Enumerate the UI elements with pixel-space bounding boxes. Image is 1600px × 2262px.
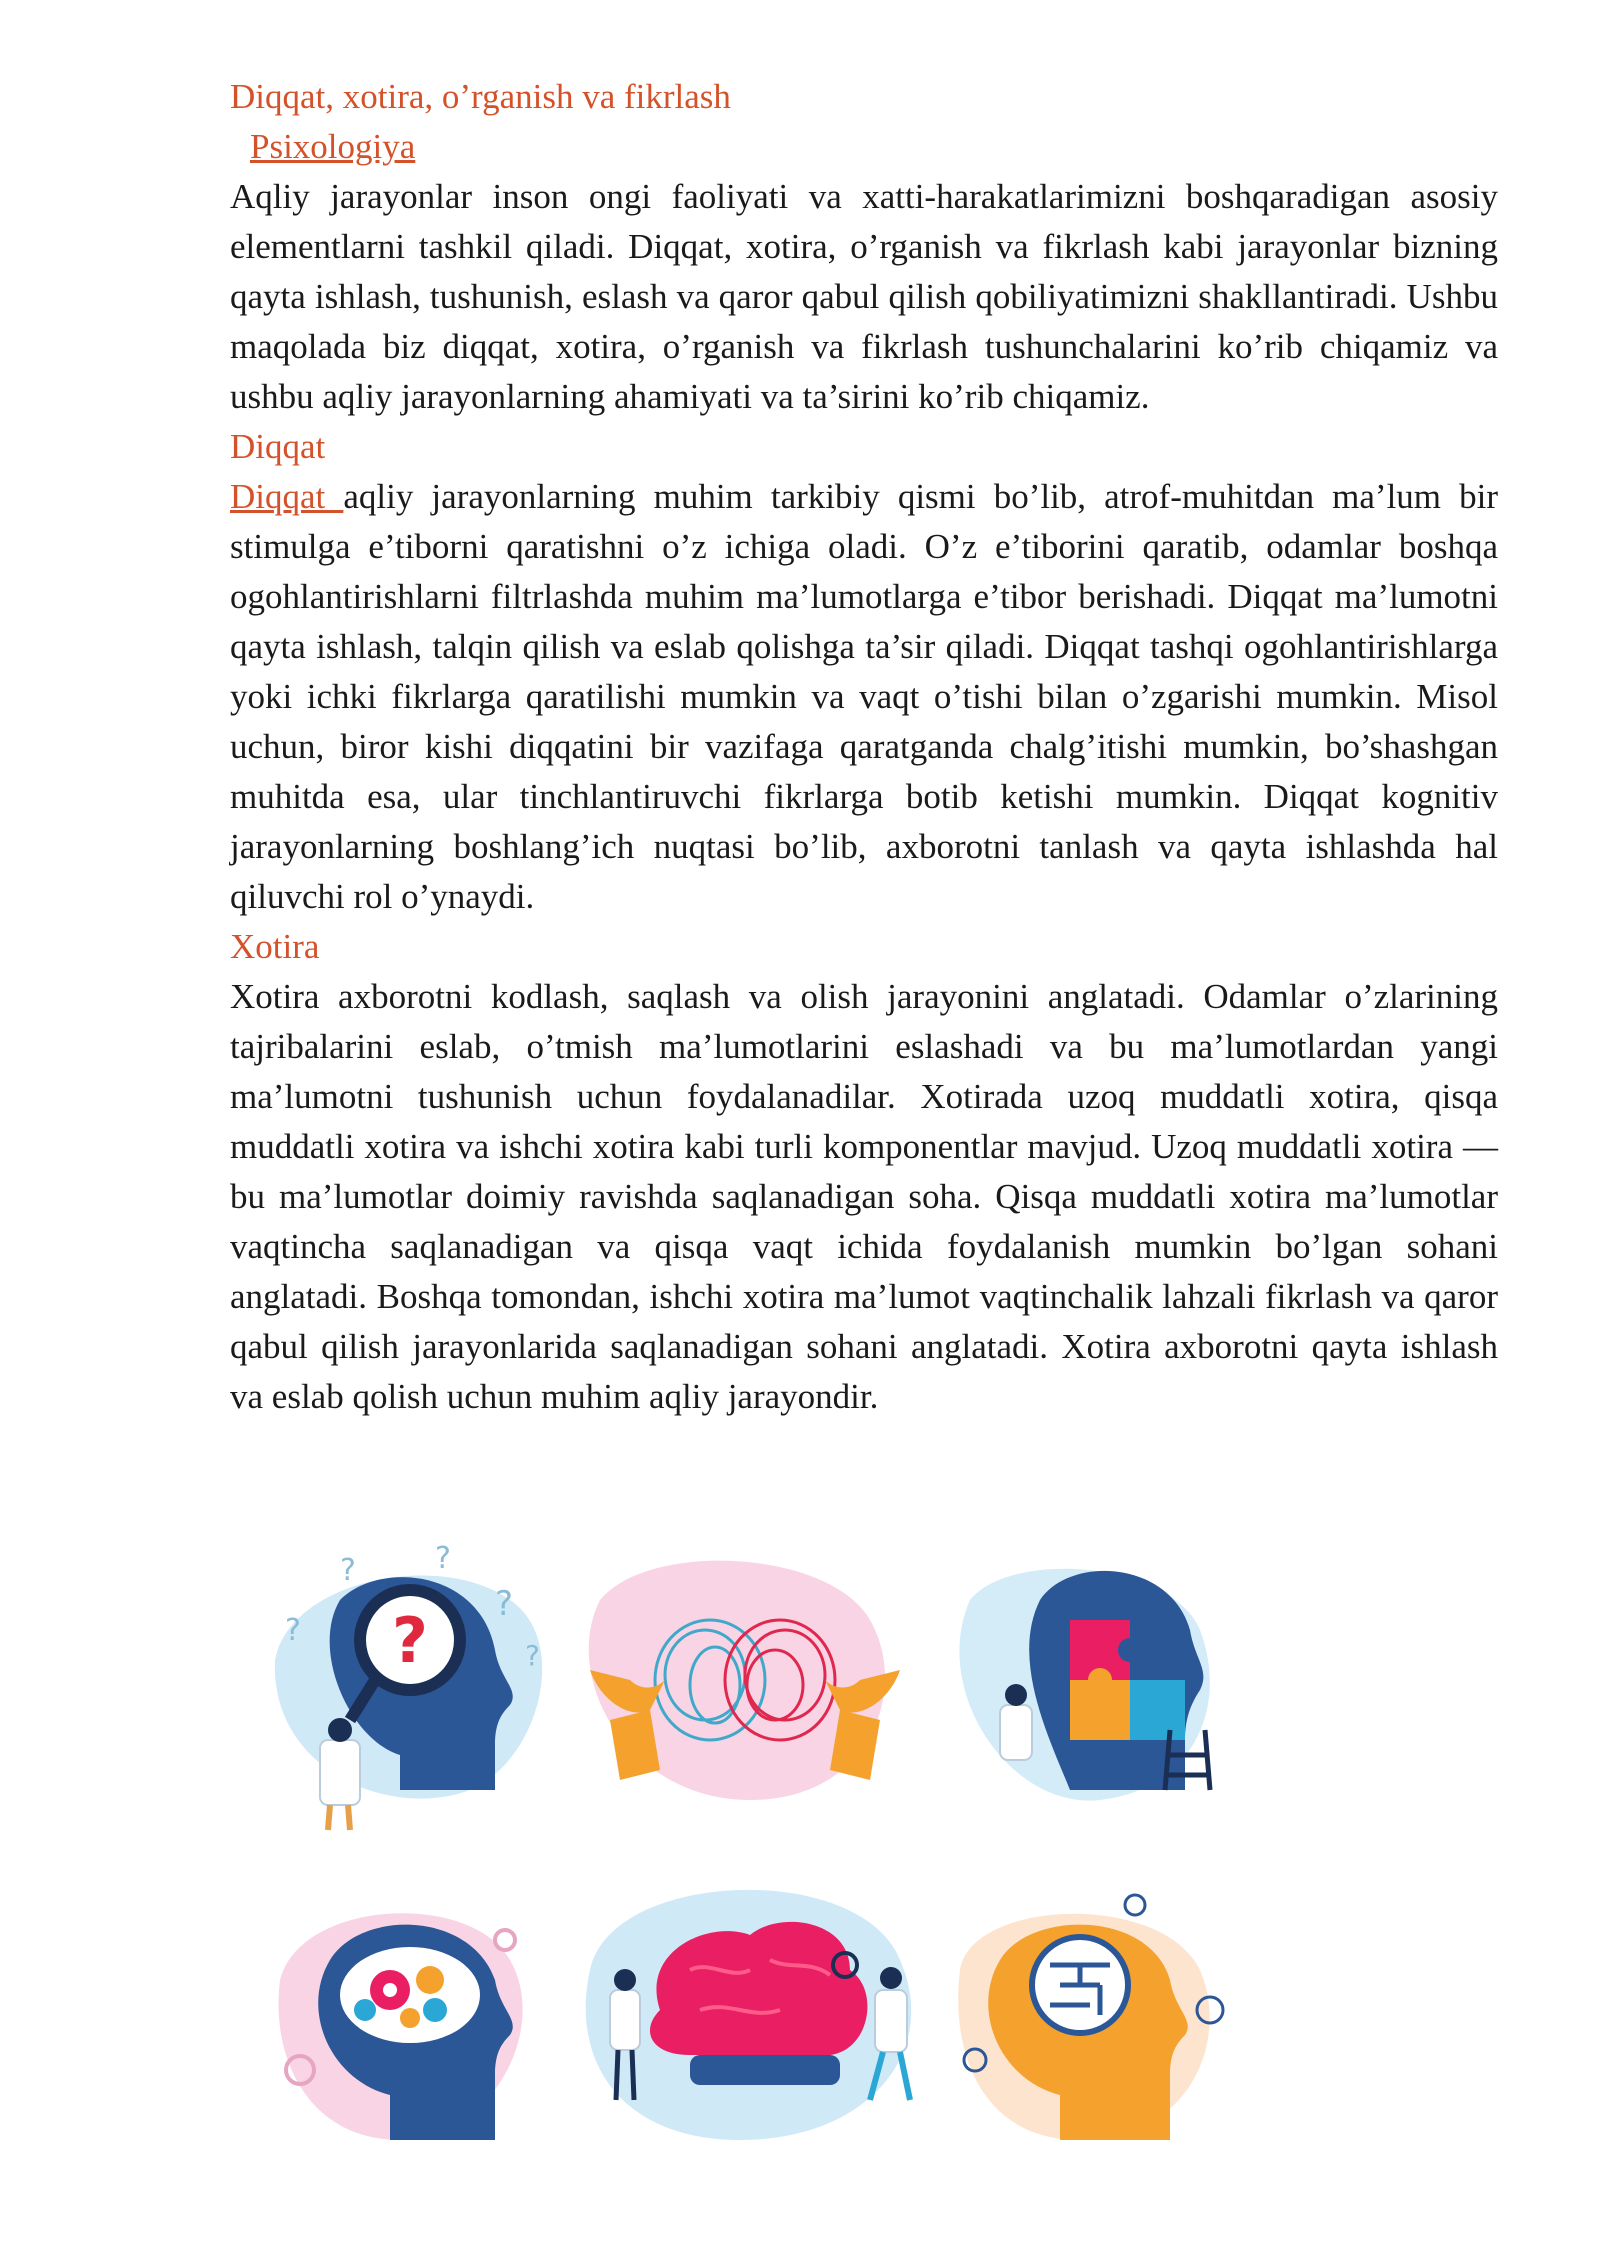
tangled-threads-icon bbox=[589, 1561, 900, 1800]
memory-paragraph: Xotira axborotni kodlash, saqlash va olish jarayonini anglatadi. Odamlar o’zlarining tajribalarini eslab, o’tmish ma’lumotlarini eslashadi va bu ma’lumotlardan yangi ma’lumotni tushunish uchun foydalanadilar. Xotirada uzoq muddatli xotira, qisqa muddatli xotira va ishchi xotira kabi turli komponentlar mavjud. Uzoq muddatli xotira — bu ma’lumotlar doimiy ravishda saqlanadigan soha. Qisqa muddatli xotira ma’lumotlar vaqtincha saqlanadigan va qisqa vaqt ichida foydalanish mumkin bo’lgan sohani anglatadi. Boshqa tomondan, ishchi xotira ma’lumot vaqtinchalik lahzali fikrlash va qaror qabul qilish jarayonlarida saqlanadigan sohani anglatadi. Xotira axborotni qayta ishlash va eslab qolish uchun muhim aqliy jarayondir. bbox=[230, 977, 1498, 1416]
section-heading-attention: Diqqat bbox=[230, 427, 326, 466]
document-page bbox=[230, 72, 1498, 1422]
svg-text:?: ? bbox=[495, 1584, 514, 1624]
gears-head-icon bbox=[279, 1913, 523, 2140]
svg-text:?: ? bbox=[525, 1639, 540, 1672]
attention-link[interactable]: Diqqat bbox=[230, 477, 344, 516]
brain-scientists-icon bbox=[586, 1890, 912, 2140]
attention-body: aqliy jarayonlarning muhim tarkibiy qismi bo’lib, atrof-muhitdan ma’lum bir stimulga e’tiborni qaratishni o’z ichiga oladi. O’z e’tiborini qaratib, odamlar boshqa ogohlantirishlarni filtrlashda muhim ma’lumotlarga e’tibor berishadi. Diqqat ma’lumotni qayta ishlash, talqin qilish va eslab qolishga ta’sir qiladi. Diqqat tashqi ogohlantirishlarga yoki ichki fikrlarga qaratilishi mumkin va vaqt o’tishi bilan o’zgarishi mumkin. Misol uchun, biror kishi diqqatini bir vazifaga qaratganda chalg’itishi mumkin, bo’shashgan muhitda esa, ular tinchlantiruvchi fikrlarga botib ketishi mumkin. Diqqat kognitiv jarayonlarning boshlang’ich nuqtasi bo’lib, axborotni tanlash va qayta ishlashda hal qiluvchi rol o’ynaydi. bbox=[230, 477, 1498, 916]
svg-text:?: ? bbox=[340, 1553, 356, 1588]
category-link[interactable]: Psixologiya bbox=[250, 127, 416, 166]
section-heading-memory: Xotira bbox=[230, 927, 320, 966]
maze-head-icon bbox=[958, 1895, 1223, 2140]
svg-text:?: ? bbox=[435, 1541, 451, 1576]
svg-text:?: ? bbox=[392, 1604, 428, 1677]
svg-text:?: ? bbox=[285, 1613, 301, 1648]
intro-paragraph: Aqliy jarayonlar inson ongi faoliyati va xatti-harakatlarimizni boshqaradigan asosiy elementlarni tashkil qiladi. Diqqat, xotira, o’rganish va fikrlash kabi jarayonlar bizning qayta ishlash, tushunish, eslash va qaror qabul qilish qobiliyatimizni shakllantiradi. Ushbu maqolada biz diqqat, xotira, o’rganish va fikrlash tushunchalarini ko’rib chiqamiz va ushbu aqliy jarayonlarning ahamiyati va ta’sirini ko’rib chiqamiz. bbox=[230, 177, 1498, 416]
puzzle-head-icon bbox=[959, 1569, 1210, 1801]
psychology-illustration bbox=[270, 1540, 1240, 2170]
head-question-icon bbox=[275, 1541, 542, 1830]
attention-paragraph bbox=[230, 472, 1498, 922]
document-title: Diqqat, xotira, o’rganish va fikrlash bbox=[230, 77, 731, 116]
